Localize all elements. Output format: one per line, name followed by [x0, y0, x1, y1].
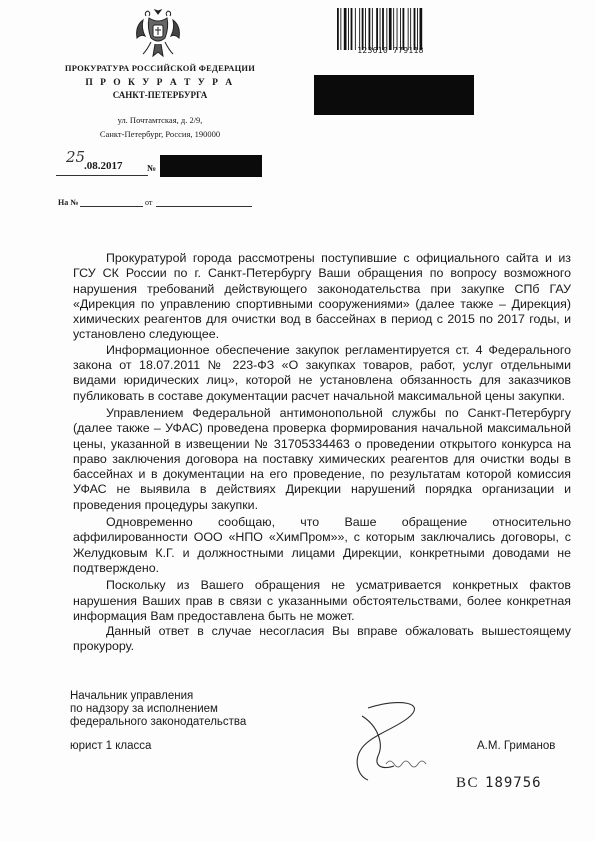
signatory-rank: юрист 1 класса [70, 740, 152, 752]
body-paragraph-6: Данный ответ в случае несогласия Вы вправе обжаловать вышестоящему прокурору. [73, 624, 571, 654]
barcode-bar [397, 8, 398, 50]
barcode-bar [403, 8, 405, 50]
letter-body [73, 251, 571, 655]
handwritten-day: 25 [66, 148, 86, 166]
barcode-bar [362, 8, 364, 50]
handwritten-signature [338, 696, 468, 791]
form-serial [456, 775, 542, 792]
in-reply-label: На № [58, 198, 79, 207]
barcode-bar [355, 8, 356, 50]
barcode-bar [386, 8, 387, 50]
outgoing-number-sign: № [147, 163, 157, 173]
barcode [337, 8, 444, 50]
barcode-bar [410, 8, 411, 50]
signatory-title-line3: федерального законодательства [70, 716, 247, 729]
barcode-number: 123610 779118 [357, 46, 424, 55]
barcode-bar [340, 8, 341, 50]
barcode-bar [365, 8, 366, 50]
barcode-bar [380, 8, 381, 50]
barcode-bar [369, 8, 371, 50]
signatory-name: А.М. Гриманов [477, 740, 556, 752]
issuer-office: ПРОКУРАТУРА РОССИЙСКОЙ ФЕДЕРАЦИИ [64, 63, 256, 73]
double-headed-eagle-emblem [133, 8, 183, 60]
signatory-title-line2: по надзору за исполнением [70, 703, 218, 716]
barcode-bar [389, 8, 392, 50]
body-paragraph-1: Прокуратурой города рассмотрены поступившие с официального сайта и из ГСУ СК России по г. Санкт-Петербургу Ваши обращения по вопросу возможного нарушения требований действующего законодательства при закупке СПб ГАУ «Дирекция по управлению спортивными сооружениями» (далее также – Дирекция) химических реагентов для очистки вод в бассейнах в период с 2015 по 2017 годы, и установлено следующее. [73, 251, 571, 342]
barcode-bar [382, 8, 384, 50]
issuer-address-line2: Санкт-Петербург, Россия, 190000 [99, 129, 221, 139]
date-underline [56, 174, 148, 176]
barcode-bar [393, 8, 394, 50]
body-paragraph-2: Информационное обеспечение закупок регламентируется ст. 4 Федерального закона от 18.07.2011 № 223-ФЗ «О закупках товаров, работ, услуг отдельными видами юридических лиц», которой не установлена обязанность для заказчиков публиковать в составе документации расчет начальной максимальной цены закупки. [73, 342, 571, 403]
barcode-bar [408, 8, 409, 50]
signatory-title-line1: Начальник управления [70, 690, 194, 702]
barcode-bar [420, 8, 423, 50]
serial-series: ВС [456, 775, 480, 791]
in-reply-date-line [156, 206, 252, 207]
body-paragraph-4: Одновременно сообщаю, что Ваше обращение относительно аффилированности ООО «НПО «ХимПром»», с которым заключались договоры, с Желудковым К.Г. и должностными лицами Дирекции, конкретными доводами не подтверждено. [73, 515, 571, 575]
barcode-bar [348, 8, 349, 50]
barcode-bar [344, 8, 347, 50]
barcode-bar [372, 8, 373, 50]
body-paragraph-5: Поскольку из Вашего обращения не усматривается конкретных фактов нарушения Ваших прав в связи с указанными обстоятельствами, более конкретная информация Вам предоставлена быть не может. [73, 578, 571, 623]
barcode-bar [414, 8, 416, 50]
redacted-outgoing-number [160, 155, 262, 177]
barcode-bar [359, 8, 360, 50]
body-paragraph-3: Управлением Федеральной антимонопольной службы по Санкт-Петербургу (далее также – УФАС) проведена проверка формирования начальной максимальной цены, указанной в извещении № 31705334463 о проведении открытого конкурса на право заключения договора на поставку химических реагентов для очистки воды в бассейнах и в документации на его проведение, по результатам которой комиссия УФАС не выявила в действиях Дирекции нарушений порядка организации и проведения процедуры закупки. [73, 405, 571, 512]
serial-number: 189756 [485, 775, 542, 791]
barcode-bar [337, 8, 339, 50]
barcode-bar [417, 8, 418, 50]
issuer-name-line2: САНКТ-ПЕТЕРБУРГА [112, 90, 208, 100]
in-reply-from-label: от [145, 198, 153, 207]
barcode-bar [376, 8, 378, 50]
issuer-address-line1: ул. Почтамтская, д. 2/9, [117, 115, 203, 125]
barcode-bar [400, 8, 401, 50]
in-reply-number-line [80, 206, 143, 207]
issuer-name-line1: П Р О К У Р А Т У Р А [85, 78, 235, 88]
redacted-recipient-block [314, 75, 474, 115]
signatory-title [70, 690, 246, 730]
barcode-bar [351, 8, 353, 50]
letter-date: .08.2017 [84, 160, 123, 172]
